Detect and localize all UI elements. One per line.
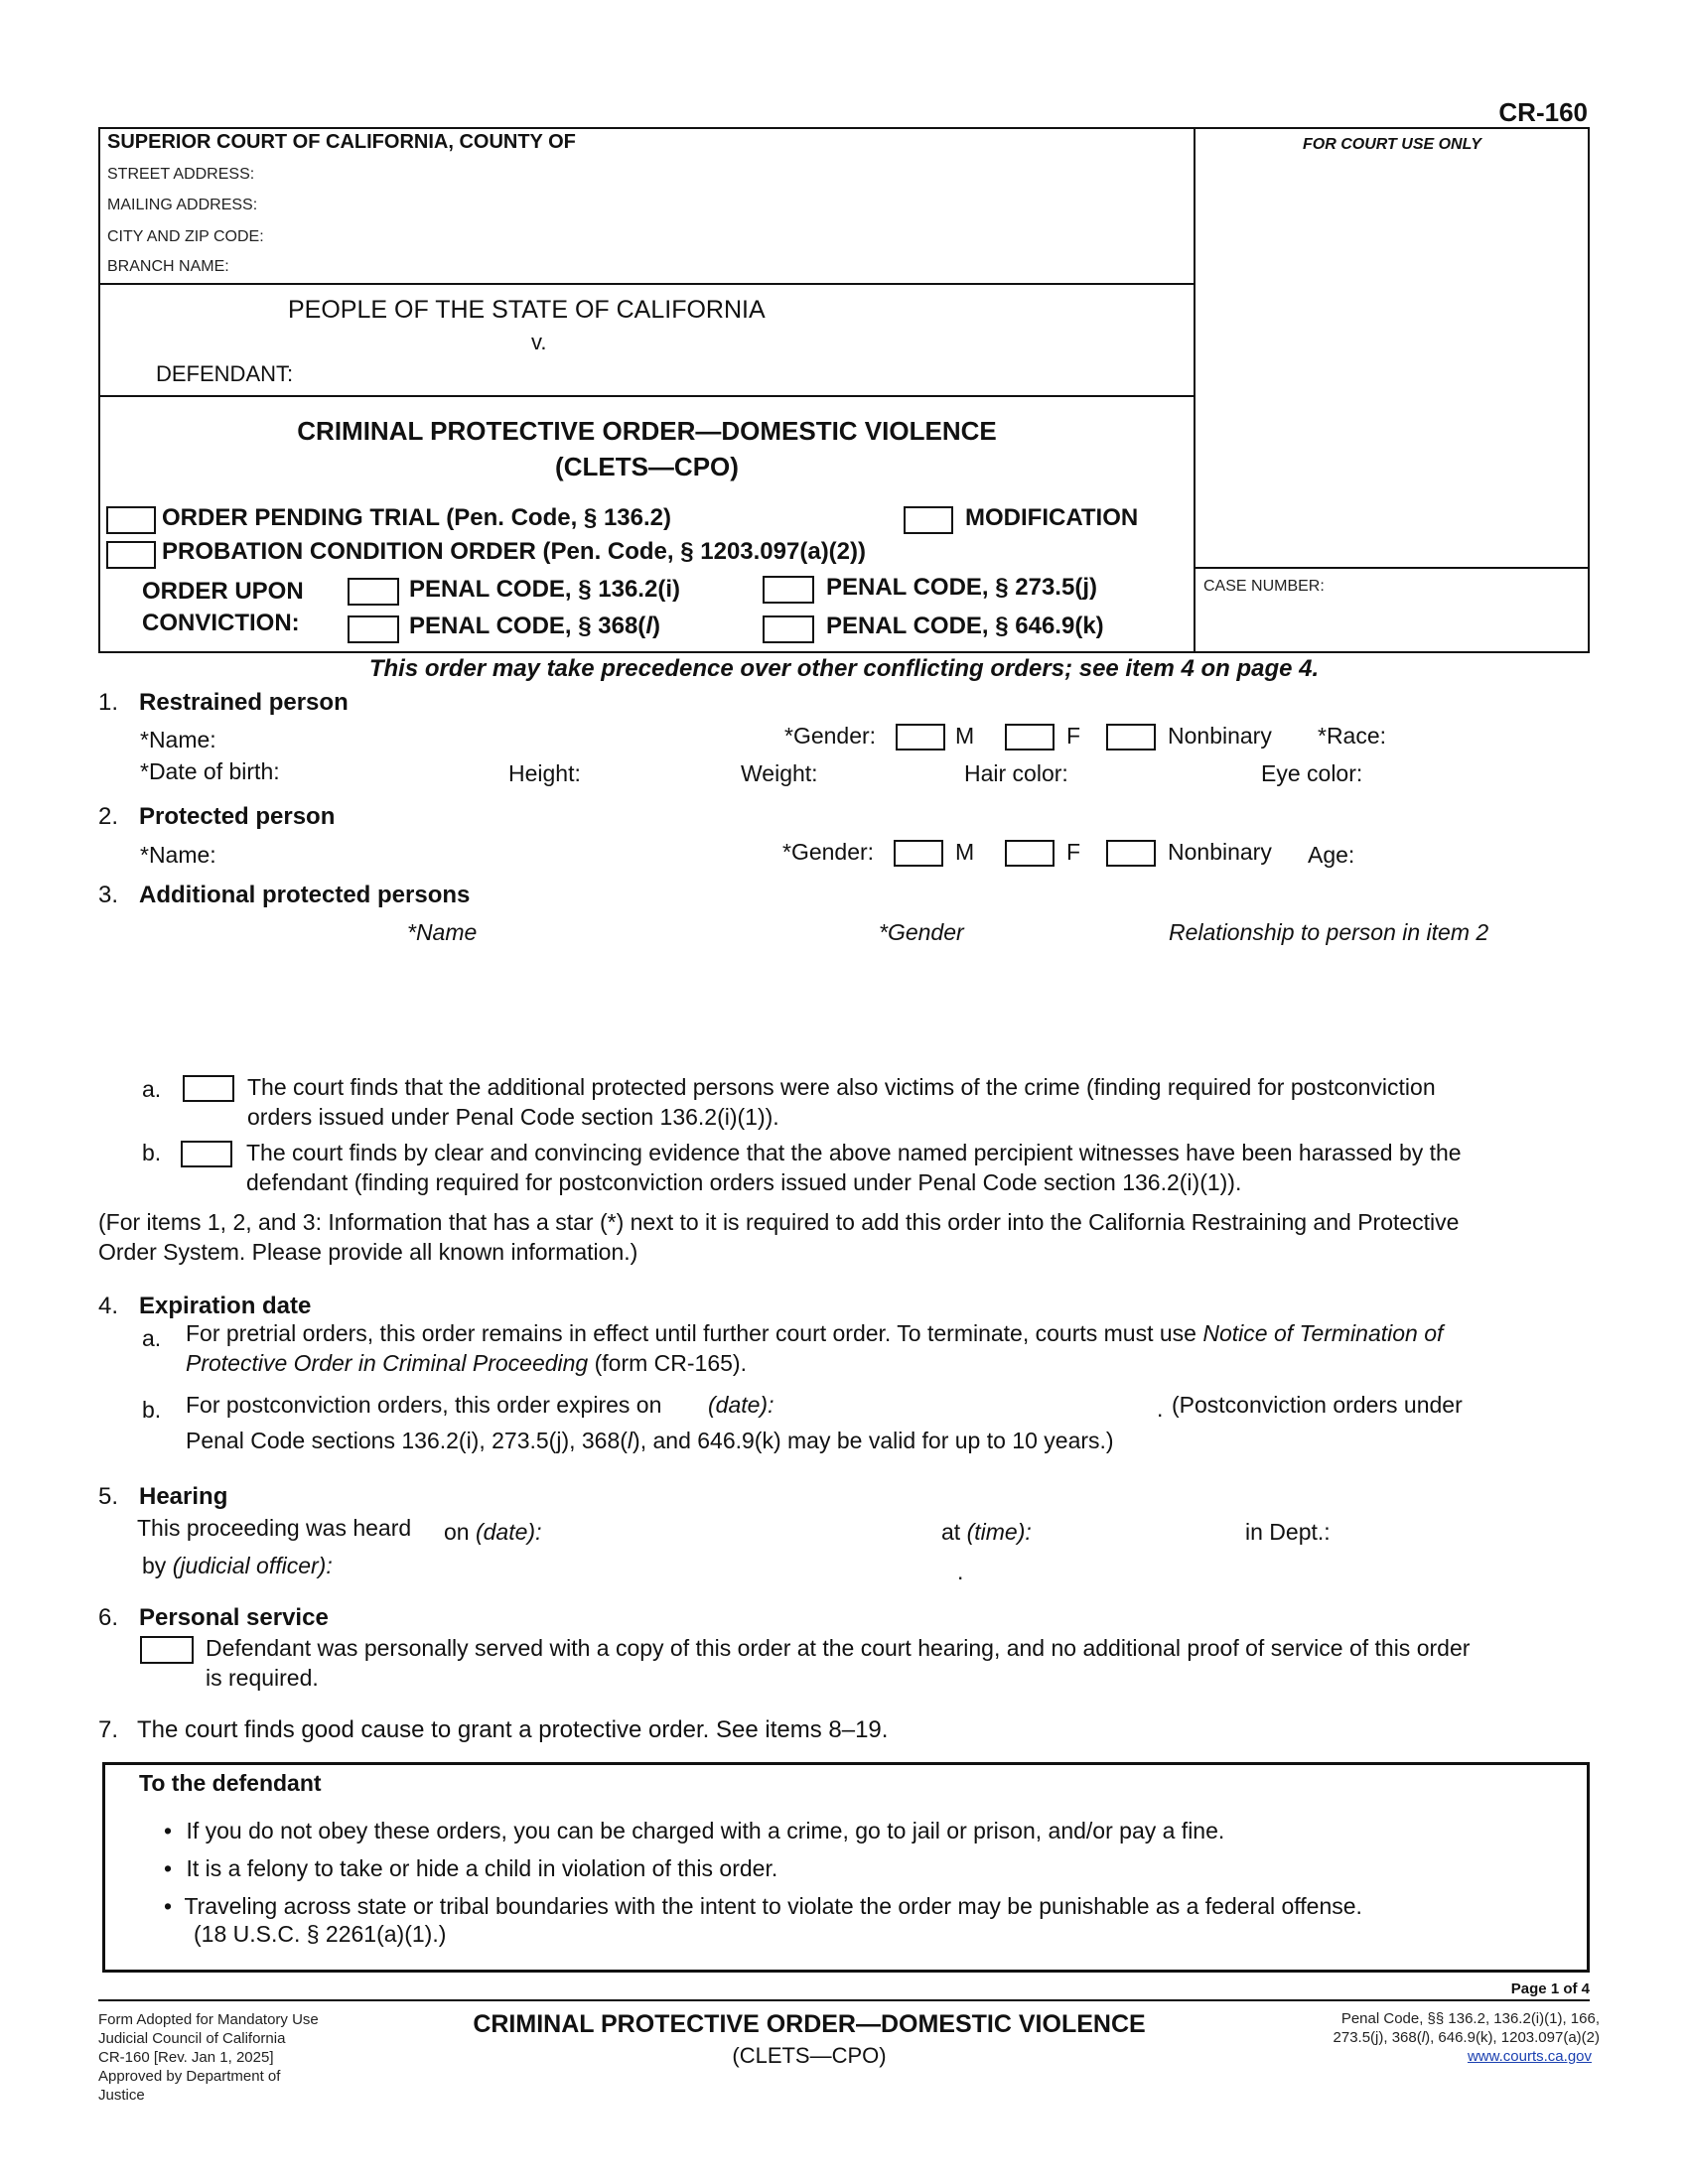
item1-height-label: Height: <box>508 760 581 786</box>
item6-text <box>206 1633 1470 1693</box>
bullet-2-dot: • <box>164 1855 173 1881</box>
item1-name-label: *Name: <box>140 727 216 752</box>
item5-on-label <box>444 1517 541 1547</box>
item2-number: 2. <box>98 803 119 830</box>
court-use-only-label: FOR COURT USE ONLY <box>1303 136 1481 153</box>
item6-line1: Defendant was personally served with a copy of this order at the court hearing, and no additional proof of service of this order <box>206 1635 1471 1661</box>
upon-conviction-label <box>142 576 304 639</box>
court-heading: SUPERIOR COURT OF CALIFORNIA, COUNTY OF <box>107 131 576 153</box>
item4-number: 4. <box>98 1293 119 1319</box>
item6-number: 6. <box>98 1604 119 1631</box>
form-number: CR-160 <box>1498 97 1588 127</box>
item5-number: 5. <box>98 1483 119 1510</box>
item5-title: Hearing <box>139 1483 228 1510</box>
footer-right <box>1282 2009 1600 2066</box>
probation-label: PROBATION CONDITION ORDER (Pen. Code, § 1203.097(a)(2)) <box>162 538 867 565</box>
item4b-line2-prefix: Penal Code sections 136.2(i), 273.5(j), 368( <box>186 1428 628 1453</box>
probation-checkbox[interactable] <box>106 541 156 569</box>
item1-gender-label: *Gender: <box>784 723 877 749</box>
city-zip-label: CITY AND ZIP CODE: <box>107 228 264 245</box>
pc-368-prefix: PENAL CODE, § 368( <box>409 613 646 639</box>
modification-label: MODIFICATION <box>965 504 1139 531</box>
item3b-line2: defendant (finding required for postconviction orders issued under Penal Code section 136.2(i)(1)). <box>246 1169 1242 1195</box>
pc-368-checkbox[interactable] <box>348 615 399 643</box>
item5-date-label: (date): <box>475 1519 542 1545</box>
item1-gender-nonbinary-checkbox[interactable] <box>1106 724 1156 751</box>
item1-race-label: *Race: <box>1318 723 1387 749</box>
footer-right-line2 <box>1282 2028 1600 2047</box>
pc-136-checkbox[interactable] <box>348 578 399 606</box>
footer-right-line2-prefix: 273.5(j), 368( <box>1333 2029 1422 2046</box>
item3a-letter: a. <box>142 1076 162 1102</box>
item3-title: Additional protected persons <box>139 882 471 908</box>
item5-heard-label: This proceeding was heard <box>137 1515 412 1541</box>
footer-left-line1: Form Adopted for Mandatory Use <box>98 2011 319 2028</box>
footer-left-line3: CR-160 [Rev. Jan 1, 2025] <box>98 2049 274 2066</box>
item4b-line2 <box>186 1426 1114 1455</box>
item2-gender-f-checkbox[interactable] <box>1005 840 1055 867</box>
bullet-3 <box>164 1891 1362 1921</box>
item2-gender-nonbinary-checkbox[interactable] <box>1106 840 1156 867</box>
item5-dept-label: in Dept.: <box>1245 1519 1331 1545</box>
mailing-address-label: MAILING ADDRESS: <box>107 197 258 213</box>
item1-gender-f-label: F <box>1066 723 1081 749</box>
item2-gender-label: *Gender: <box>782 839 875 865</box>
item2-gender-f-label: F <box>1066 839 1081 865</box>
item4b-date-label: (date): <box>708 1392 774 1418</box>
modification-checkbox[interactable] <box>904 506 953 534</box>
item3-number: 3. <box>98 882 119 908</box>
item5-officer: (judicial officer): <box>172 1553 333 1578</box>
item4a-letter: a. <box>142 1325 162 1351</box>
items-1-3-note-line2: Order System. Please provide all known information.) <box>98 1239 638 1265</box>
item3b-text <box>246 1138 1462 1197</box>
item4-title: Expiration date <box>139 1293 312 1319</box>
footer-right-line1: Penal Code, §§ 136.2, 136.2(i)(1), 166, <box>1340 2010 1600 2027</box>
item5-officer-label <box>142 1551 333 1580</box>
item4a-text-part2: (form CR-165). <box>588 1350 747 1376</box>
item5-by: by <box>142 1553 167 1578</box>
item3-col-name: *Name <box>407 919 478 945</box>
pending-trial-checkbox[interactable] <box>106 506 156 534</box>
branch-name-label: BRANCH NAME: <box>107 258 229 275</box>
item2-gender-m-label: M <box>955 839 975 865</box>
upon-conviction-line2: CONVICTION: <box>142 610 300 636</box>
item1-gender-m-label: M <box>955 723 975 749</box>
item4a-text-part1: For pretrial orders, this order remains in effect until further court order. To terminate, courts must use <box>186 1320 1203 1346</box>
item3-col-relationship: Relationship to person in item 2 <box>1169 919 1489 945</box>
item1-dob-label: *Date of birth: <box>140 758 280 784</box>
pc-646-label: PENAL CODE, § 646.9(k) <box>826 613 1104 639</box>
item5-on: on <box>444 1519 470 1545</box>
footer-left-line5: Justice <box>98 2087 145 2104</box>
item1-hair-label: Hair color: <box>964 760 1068 786</box>
case-number-divider <box>1194 567 1590 569</box>
item3-col-gender: *Gender <box>879 919 964 945</box>
item4b-letter: b. <box>142 1397 162 1423</box>
form-title-line2: (CLETS—CPO) <box>555 452 739 481</box>
item1-gender-m-checkbox[interactable] <box>896 724 945 751</box>
precedence-note: This order may take precedence over other conflicting orders; see item 4 on page 4. <box>368 655 1320 682</box>
item1-number: 1. <box>98 689 119 716</box>
item5-time: (time): <box>966 1519 1032 1545</box>
pc-646-checkbox[interactable] <box>763 615 814 643</box>
item3a-text <box>247 1072 1436 1132</box>
footer-left <box>98 2010 319 2105</box>
item1-gender-nonbinary-label: Nonbinary <box>1168 723 1272 749</box>
bullet-3-cont: (18 U.S.C. § 2261(a)(1).) <box>194 1921 447 1947</box>
bullet-1-dot: • <box>164 1818 173 1843</box>
footer-title <box>437 2008 1182 2072</box>
items-1-3-note <box>98 1207 1459 1267</box>
caption-divider-court <box>98 283 1196 285</box>
footer-right-line2-letter: l <box>1421 2029 1426 2046</box>
item3a-line2: orders issued under Penal Code section 136.2(i)(1)). <box>247 1104 779 1130</box>
item3b-letter: b. <box>142 1140 162 1165</box>
caption-divider-vertical <box>1194 127 1196 653</box>
item4b-text2: (Postconviction orders under <box>1172 1392 1463 1418</box>
case-number-label: CASE NUMBER: <box>1203 578 1325 595</box>
form-title <box>98 413 1196 484</box>
bullet-2-text: It is a felony to take or hide a child in violation of this order. <box>186 1855 778 1881</box>
pc-368-label <box>409 613 660 640</box>
item3b-checkbox[interactable] <box>181 1141 232 1167</box>
item4a-italic-part1: Notice of Termination of <box>1202 1320 1444 1346</box>
pc-368-letter: l <box>645 613 652 639</box>
item5-dot: . <box>957 1559 964 1584</box>
page-number: Page 1 of 4 <box>1510 1980 1590 1997</box>
form-title-line1: CRIMINAL PROTECTIVE ORDER—DOMESTIC VIOLENCE <box>297 416 997 446</box>
item3a-checkbox[interactable] <box>183 1075 234 1102</box>
footer-rule <box>98 1999 1590 2001</box>
item3a-line1: The court finds that the additional protected persons were also victims of the crime (finding required for postconviction <box>247 1074 1436 1100</box>
item6-line2: is required. <box>206 1665 319 1691</box>
item2-title: Protected person <box>139 803 336 830</box>
item3b-line1: The court finds by clear and convincing evidence that the above named percipient witnesses have been harassed by the <box>246 1140 1462 1165</box>
item1-weight-label: Weight: <box>741 760 818 786</box>
item1-title: Restrained person <box>139 689 349 716</box>
upon-conviction-line1: ORDER UPON <box>142 578 304 605</box>
bullet-2 <box>164 1853 777 1883</box>
item5-at: at <box>941 1519 961 1545</box>
item2-age-label: Age: <box>1308 842 1355 868</box>
defendant-label: DEFENDANT: <box>156 361 294 386</box>
pending-trial-label: ORDER PENDING TRIAL (Pen. Code, § 136.2) <box>162 504 671 531</box>
bullet-1 <box>164 1816 1224 1845</box>
footer-title-line1: CRIMINAL PROTECTIVE ORDER—DOMESTIC VIOLENCE <box>473 2010 1146 2038</box>
item7-number: 7. <box>98 1716 119 1743</box>
bullet-1-text: If you do not obey these orders, you can be charged with a crime, go to jail or prison, and/or pay a fine. <box>186 1818 1225 1843</box>
footer-title-line2: (CLETS—CPO) <box>732 2043 887 2068</box>
item2-gender-m-checkbox[interactable] <box>894 840 943 867</box>
caption-divider-parties <box>98 395 1196 397</box>
pc-136-label: PENAL CODE, § 136.2(i) <box>409 576 680 603</box>
item4b-line2-letter: l <box>627 1428 633 1453</box>
item1-eye-label: Eye color: <box>1261 760 1363 786</box>
bullet-3-dot: • <box>164 1893 173 1919</box>
item2-gender-nonbinary-label: Nonbinary <box>1168 839 1272 865</box>
street-address-label: STREET ADDRESS: <box>107 166 255 183</box>
items-1-3-note-line1: (For items 1, 2, and 3: Information that has a star (*) next to it is required to add this order into the California Restraining and Protective <box>98 1209 1460 1235</box>
item4a-italic-part2: Protective Order in Criminal Proceeding <box>186 1350 589 1376</box>
footer-left-line2: Judicial Council of California <box>98 2030 286 2047</box>
item5-time-label <box>941 1517 1032 1547</box>
item1-gender-f-checkbox[interactable] <box>1005 724 1055 751</box>
item4a-text <box>186 1318 1443 1378</box>
item2-name-label: *Name: <box>140 842 216 868</box>
item4b-line2-suffix: ), and 646.9(k) may be valid for up to 10 years.) <box>633 1428 1114 1453</box>
defendant-warning-title: To the defendant <box>139 1770 322 1796</box>
item6-title: Personal service <box>139 1604 329 1631</box>
item4b-dot: . <box>1157 1396 1164 1422</box>
item7-text: The court finds good cause to grant a protective order. See items 8–19. <box>137 1716 889 1743</box>
item6-checkbox[interactable] <box>140 1636 194 1664</box>
pc-273-label: PENAL CODE, § 273.5(j) <box>826 574 1097 601</box>
courts-website-link[interactable]: www.courts.ca.gov <box>1467 2048 1592 2065</box>
people-heading: PEOPLE OF THE STATE OF CALIFORNIA <box>288 296 766 324</box>
item4b-text1: For postconviction orders, this order expires on <box>186 1392 662 1418</box>
pc-273-checkbox[interactable] <box>763 576 814 604</box>
pc-368-suffix: ) <box>651 613 660 639</box>
versus-label: v. <box>531 330 547 354</box>
footer-left-line4: Approved by Department of <box>98 2068 281 2085</box>
footer-right-line2-suffix: ), 646.9(k), 1203.097(a)(2) <box>1425 2029 1600 2046</box>
bullet-3-text: Traveling across state or tribal boundaries with the intent to violate the order may be punishable as a federal offense. <box>184 1893 1362 1919</box>
